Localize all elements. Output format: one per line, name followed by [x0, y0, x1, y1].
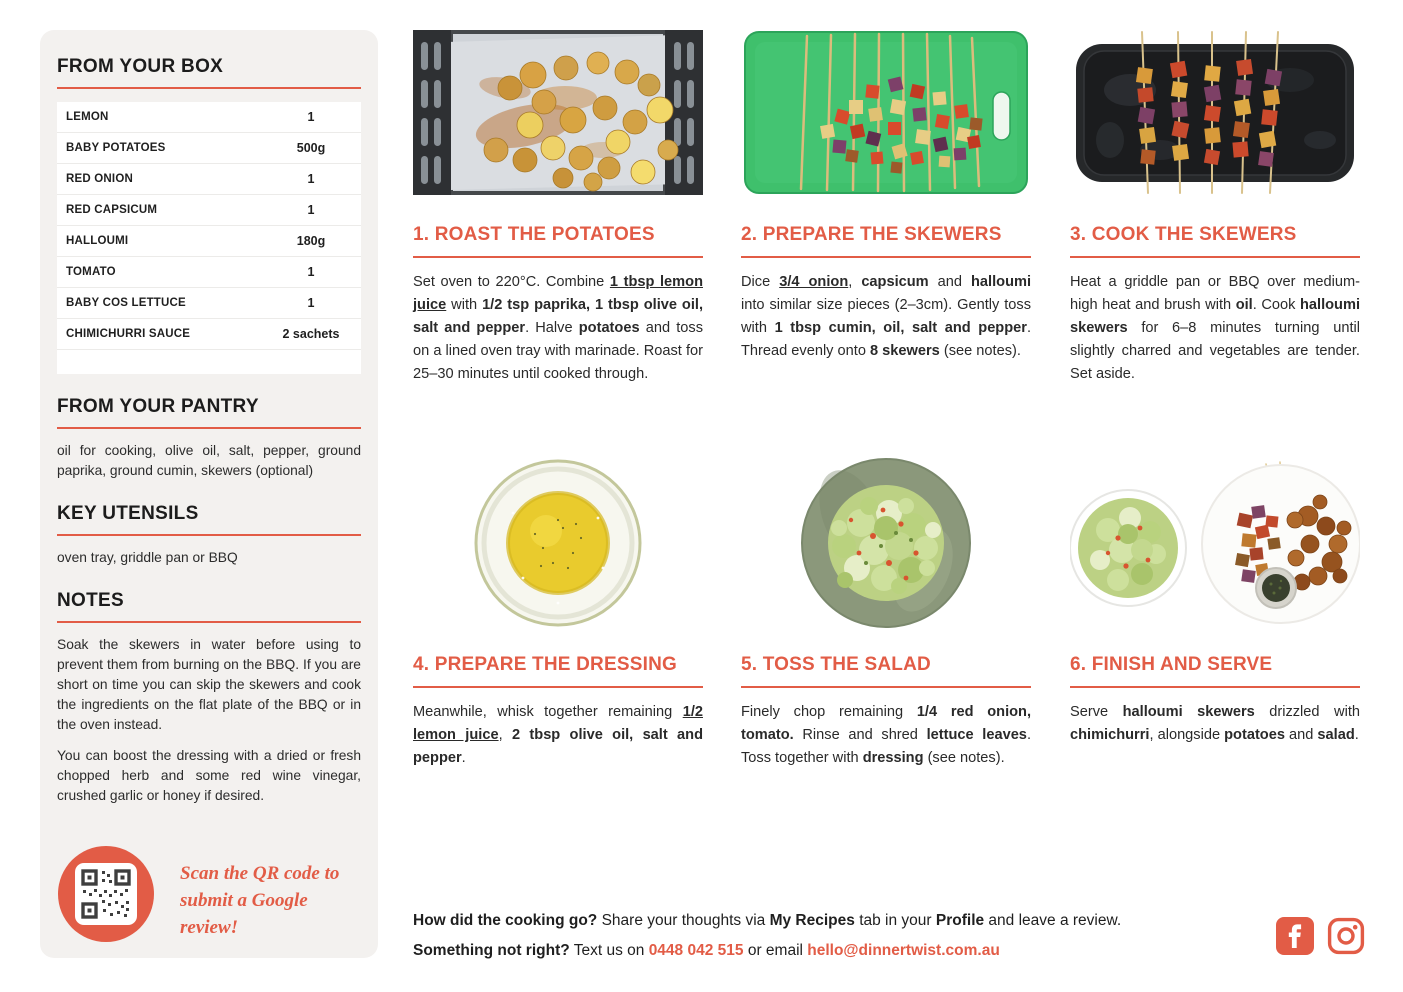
key-utensils-title: KEY UTENSILS [57, 503, 361, 536]
ingredient-row [57, 257, 361, 288]
sidebar [40, 30, 378, 958]
from-your-pantry-title: FROM YOUR PANTRY [57, 396, 361, 429]
step-2 [741, 30, 1031, 363]
google-review-callout [58, 846, 360, 946]
instagram-icon[interactable] [1327, 917, 1365, 955]
step-1 [413, 30, 703, 386]
social-icons [1276, 917, 1365, 955]
step-5-instructions: Finely chop remaining 1/4 red onion, tomato. Rinse and shred lettuce leaves. Toss together with dressing (see notes). [741, 704, 1032, 766]
ingredient-name: RED ONION [66, 173, 133, 185]
step-5-photo-salad-bowl [741, 458, 1031, 628]
step-3 [1070, 30, 1360, 386]
qr-code-icon [58, 846, 154, 942]
ingredient-name: TOMATO [66, 266, 116, 278]
footer-support-label: Something not right? [413, 942, 570, 959]
ingredient-qty: 500g [296, 141, 326, 155]
step-4-photo-dressing-bowl [413, 458, 703, 628]
ingredient-qty: 1 [307, 172, 315, 186]
step-3-photo-cook-skewers [1070, 30, 1360, 195]
email-link[interactable]: hello@dinnertwist.com.au [807, 942, 1000, 959]
from-your-box-title: FROM YOUR BOX [57, 56, 361, 89]
qr-code [75, 863, 137, 925]
step-5 [741, 458, 1031, 770]
ingredient-row [57, 102, 361, 133]
step-4-instructions: Meanwhile, whisk together remaining 1/2 lemon juice, 2 tbsp olive oil, salt and pepper. [413, 704, 703, 766]
ingredient-row [57, 288, 361, 319]
ingredient-row [57, 133, 361, 164]
ingredient-qty: 2 sachets [282, 327, 340, 341]
ingredient-qty: 1 [307, 110, 315, 124]
ingredient-qty: 1 [307, 296, 315, 310]
footer-support-line: Something not right? Text us on 0448 042 515 or email hello@dinnertwist.com.au [413, 942, 1000, 959]
step-6-title: 6. FINISH AND SERVE [1070, 654, 1360, 688]
phone-link[interactable]: 0448 042 515 [648, 942, 744, 959]
step-3-instructions: Heat a griddle pan or BBQ over medium-high heat and brush with oil. Cook halloumi skewers for 6–8 minutes turning until slightly charred and vegetables are tender. Set aside. [1070, 274, 1360, 382]
ingredient-name: RED CAPSICUM [66, 204, 158, 216]
review-caption-line1: Scan the QR code to [180, 863, 340, 884]
serve-platter-image [1070, 458, 1360, 628]
step-2-instructions: Dice 3/4 onion, capsicum and halloumi into similar size pieces (2–3cm). Gently toss with 1 tbsp cumin, oil, salt and pepper. Thread evenly onto 8 skewers (see notes). [741, 274, 1032, 359]
step-1-instructions: Set oven to 220°C. Combine 1 tbsp lemon juice with 1/2 tsp paprika, 1 tbsp olive oil, salt and pepper. Halve potatoes and toss on a lined oven tray with marinade. Roast for 25–30 minutes until cooked through. [413, 274, 703, 382]
dressing-bowl-image [413, 458, 703, 628]
ingredient-qty: 180g [296, 234, 326, 248]
step-3-title: 3. COOK THE SKEWERS [1070, 224, 1360, 258]
salad-bowl-image [741, 458, 1031, 628]
ingredient-name: BABY POTATOES [66, 142, 166, 154]
step-6-photo-finished-dish [1070, 458, 1360, 628]
ingredient-row [57, 195, 361, 226]
step-1-title: 1. ROAST THE POTATOES [413, 224, 703, 258]
notes-paragraph: You can boost the dressing with a dried or fresh chopped herb and some red wine vinegar, crushed garlic or honey if desired. [57, 748, 361, 803]
ingredient-name: CHIMICHURRI SAUCE [66, 328, 191, 340]
step-2-title: 2. PREPARE THE SKEWERS [741, 224, 1031, 258]
step-4-title: 4. PREPARE THE DRESSING [413, 654, 703, 688]
griddle-image [1070, 30, 1360, 195]
step-1-photo-roast-potatoes [413, 30, 703, 195]
ingredient-qty: 1 [307, 203, 315, 217]
review-caption [180, 860, 360, 941]
potatoes-tray-image [413, 30, 703, 195]
ingredient-row [57, 319, 361, 350]
ingredient-row [57, 226, 361, 257]
ingredient-qty: 1 [307, 265, 315, 279]
ingredient-name: HALLOUMI [66, 235, 129, 247]
step-5-title: 5. TOSS THE SALAD [741, 654, 1031, 688]
notes-paragraph: Soak the skewers in water before using to prevent them from burning on the BBQ. If you are short on time you can skip the skewers and cook the ingredients on the flat plate of the BBQ or in the oven instead. [57, 637, 361, 732]
facebook-icon[interactable] [1276, 917, 1314, 955]
footer [413, 906, 1273, 966]
step-2-photo-prepare-skewers [741, 30, 1031, 195]
review-caption-line2: submit a Google review! [180, 890, 308, 938]
ingredient-name: LEMON [66, 111, 109, 123]
step-6 [1070, 458, 1360, 747]
notes-title: NOTES [57, 590, 361, 623]
utensils-list: oven tray, griddle pan or BBQ [57, 550, 238, 565]
ingredient-row [57, 164, 361, 195]
footer-feedback-line: How did the cooking go? Share your thoughts via My Recipes tab in your Profile and leave a review. [413, 912, 1122, 929]
skewers-board-image [741, 30, 1031, 195]
pantry-list: oil for cooking, olive oil, salt, pepper, ground paprika, ground cumin, skewers (optional) [57, 443, 361, 478]
step-6-instructions: Serve halloumi skewers drizzled with chimichurri, alongside potatoes and salad. [1070, 704, 1360, 743]
ingredients-table [57, 102, 361, 374]
ingredient-name: BABY COS LETTUCE [66, 297, 186, 309]
step-4 [413, 458, 703, 770]
